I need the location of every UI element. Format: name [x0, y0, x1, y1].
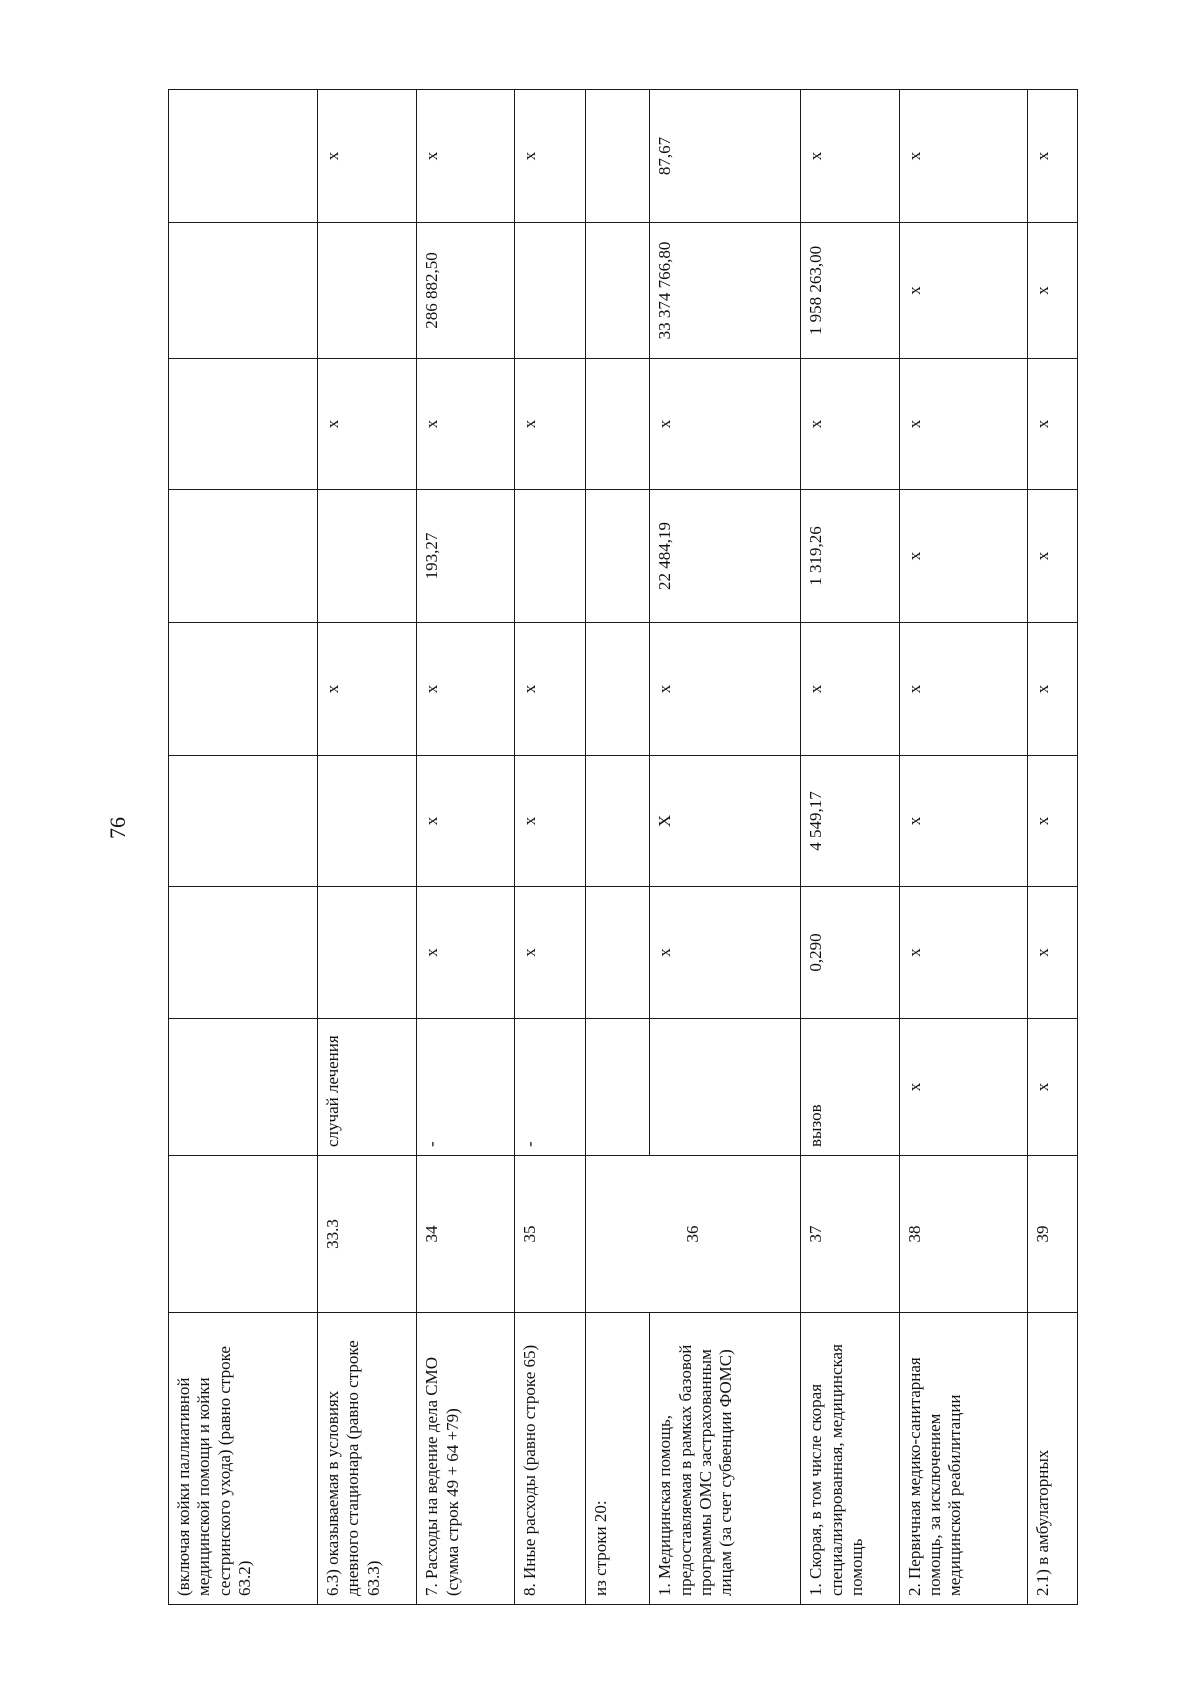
row-number: 34 [417, 1156, 514, 1313]
value-cell: x [1027, 623, 1077, 756]
table-row [801, 90, 899, 1605]
value-cell [514, 223, 585, 359]
row-label: 7. Расходы на ведение дела СМО (сумма строк 49 + 64 +79) [417, 1313, 514, 1605]
table-row [514, 90, 585, 1605]
table-row [899, 90, 1027, 1605]
unit-cell: - [417, 1019, 514, 1156]
value-cell: x [417, 359, 514, 490]
value-cell: x [1027, 359, 1077, 490]
value-cell: 87,67 [650, 90, 801, 223]
row-label: 2. Первичная медико-санитарная помощь, за исключением медицинской реабилитации [899, 1313, 1027, 1605]
value-cell: x [417, 887, 514, 1019]
value-cell: x [1027, 887, 1077, 1019]
value-cell [585, 887, 650, 1019]
value-cell [317, 756, 417, 887]
value-cell [317, 223, 417, 359]
table-row [317, 90, 417, 1605]
value-cell: x [899, 223, 1027, 359]
value-cell [585, 90, 650, 223]
value-cell: x [514, 623, 585, 756]
value-cell: x [417, 756, 514, 887]
value-cell: x [1027, 490, 1077, 623]
table-row [169, 90, 318, 1605]
value-cell [169, 623, 318, 756]
value-cell: x [899, 887, 1027, 1019]
value-cell: 0,290 [801, 887, 899, 1019]
unit-cell: x [1027, 1019, 1077, 1156]
value-cell: x [899, 756, 1027, 887]
value-cell: 193,27 [417, 490, 514, 623]
value-cell [317, 887, 417, 1019]
value-cell [169, 223, 318, 359]
value-cell: x [899, 623, 1027, 756]
unit-cell: случай лечения [317, 1019, 417, 1156]
row-label: 6.3) оказываемая в условиях дневного стационара (равно строке 63.3) [317, 1313, 417, 1605]
value-cell: x [514, 359, 585, 490]
value-cell [585, 359, 650, 490]
row-label: из строки 20: [585, 1313, 650, 1605]
value-cell: x [417, 623, 514, 756]
value-cell: x [899, 359, 1027, 490]
value-cell: x [801, 623, 899, 756]
value-cell [585, 490, 650, 623]
value-cell [585, 223, 650, 359]
value-cell: x [1027, 223, 1077, 359]
value-cell: x [650, 887, 801, 1019]
row-number [169, 1156, 318, 1313]
page-number: 76 [105, 817, 130, 839]
value-cell: x [650, 623, 801, 756]
value-cell: 1 319,26 [801, 490, 899, 623]
value-cell [169, 756, 318, 887]
unit-cell: x [899, 1019, 1027, 1156]
value-cell: x [514, 90, 585, 223]
value-cell: x [650, 359, 801, 490]
table-row [650, 90, 801, 1605]
unit-cell: - [514, 1019, 585, 1156]
unit-cell [169, 1019, 318, 1156]
row-number: 36 [585, 1156, 800, 1313]
table-row [1027, 90, 1077, 1605]
value-cell [169, 490, 318, 623]
value-cell: x [514, 756, 585, 887]
row-number: 37 [801, 1156, 899, 1313]
value-cell: 33 374 766,80 [650, 223, 801, 359]
value-cell: x [899, 90, 1027, 223]
value-cell: x [417, 90, 514, 223]
value-cell: x [1027, 90, 1077, 223]
row-label: 2.1) в амбулаторных [1027, 1313, 1077, 1605]
value-cell [585, 756, 650, 887]
value-cell: x [801, 90, 899, 223]
value-cell [585, 623, 650, 756]
value-cell [169, 359, 318, 490]
unit-cell [585, 1019, 650, 1156]
financial-table [168, 89, 1078, 1605]
value-cell: x [899, 490, 1027, 623]
row-number: 33.3 [317, 1156, 417, 1313]
row-label: 1. Скорая, в том числе скорая специализированная, медицинская помощь [801, 1313, 899, 1605]
row-number: 35 [514, 1156, 585, 1313]
table-row [417, 90, 514, 1605]
value-cell: x [1027, 756, 1077, 887]
value-cell: x [801, 359, 899, 490]
row-label: 1. Медицинская помощь, предоставляемая в рамках базовой программы ОМС застрахованным лицам (за счет субвенции ФОМС) [650, 1313, 801, 1605]
value-cell [514, 490, 585, 623]
row-number: 39 [1027, 1156, 1077, 1313]
row-label: (включая койки паллиативной медицинской помощи и койки сестринского ухода) (равно строке 63.2) [169, 1313, 318, 1605]
row-number: 38 [899, 1156, 1027, 1313]
row-label: 8. Иные расходы (равно строке 65) [514, 1313, 585, 1605]
value-cell: x [317, 90, 417, 223]
value-cell: x [317, 623, 417, 756]
value-cell [169, 887, 318, 1019]
value-cell [169, 90, 318, 223]
value-cell: x [317, 359, 417, 490]
value-cell: x [514, 887, 585, 1019]
value-cell [317, 490, 417, 623]
value-cell: 4 549,17 [801, 756, 899, 887]
table-row [585, 90, 650, 1605]
unit-cell [650, 1019, 801, 1156]
value-cell: 22 484,19 [650, 490, 801, 623]
value-cell: X [650, 756, 801, 887]
unit-cell: вызов [801, 1019, 899, 1156]
value-cell: 1 958 263,00 [801, 223, 899, 359]
value-cell: 286 882,50 [417, 223, 514, 359]
rotated-table-wrapper [168, 90, 1078, 1605]
